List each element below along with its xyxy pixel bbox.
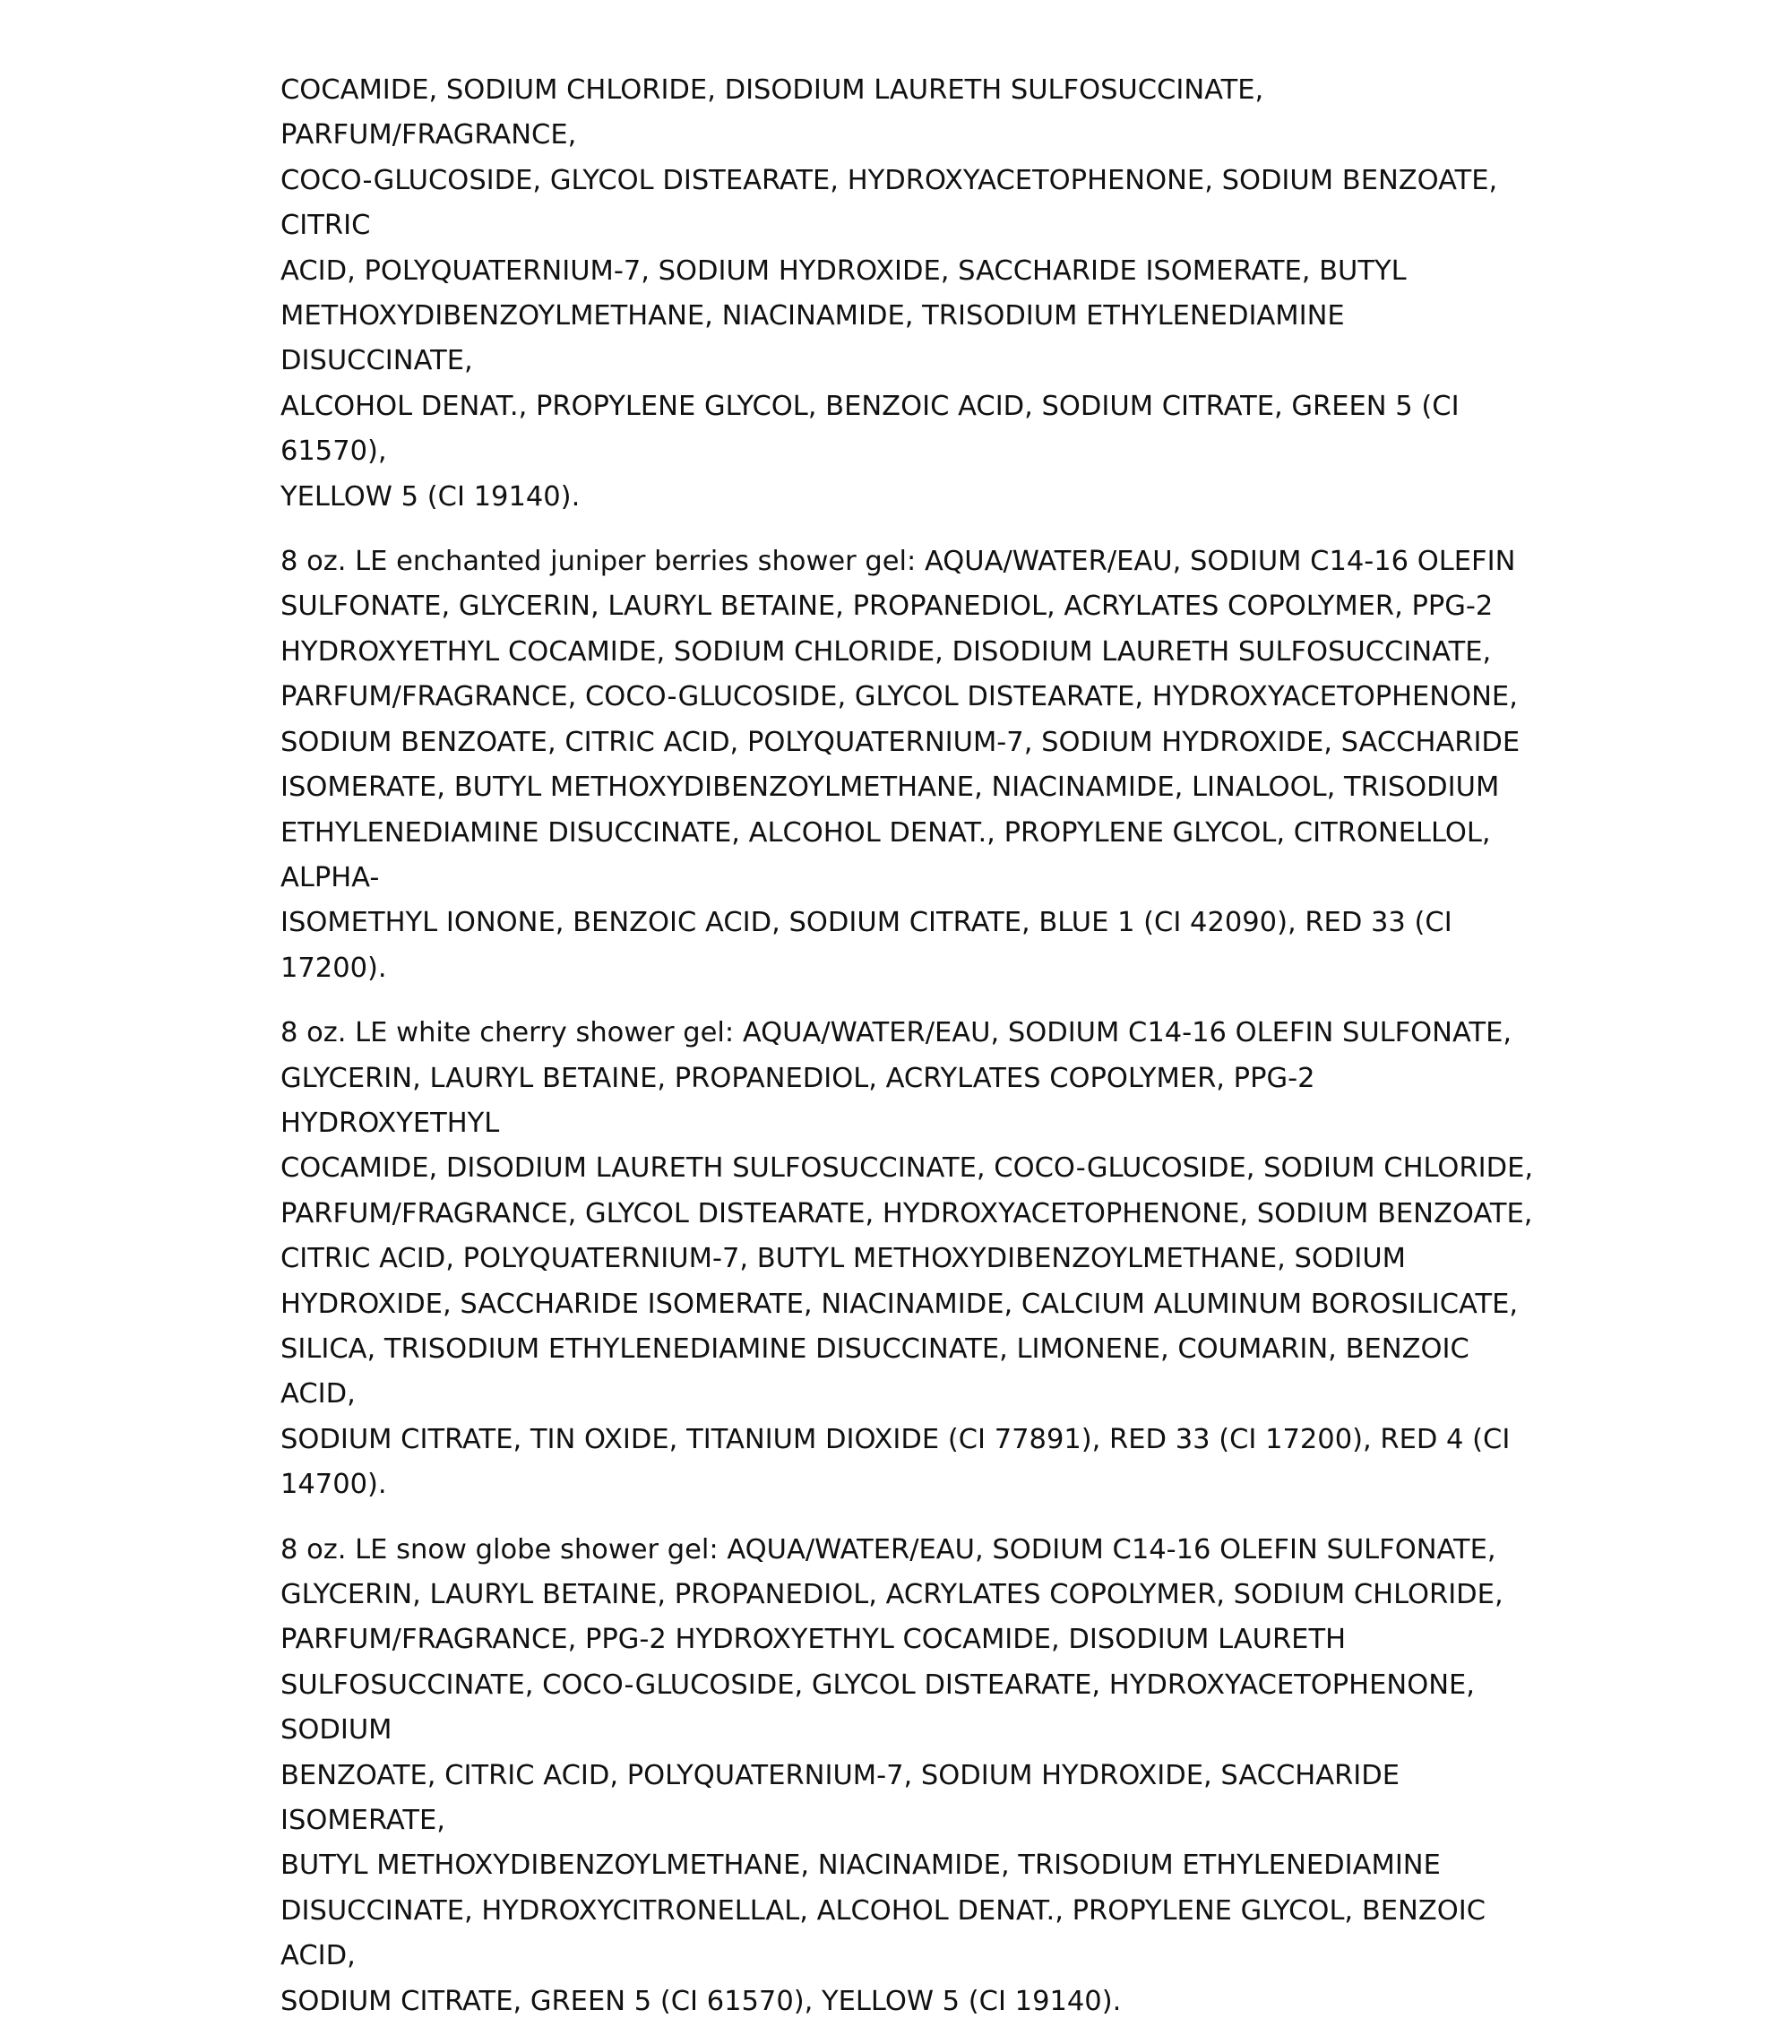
- ingredients-paragraph-snow-globe: 8 oz. LE snow globe shower gel: AQUA/WATER/EAU, SODIUM C14-16 OLEFIN SULFONATE, GLYCERIN, LAURYL BETAINE, PROPANEDIOL, ACRYLATES COPOLYMER, SODIUM CHLORIDE, PARFUM/FRAGRANCE, PPG-2 HYDROXYETHYL COCAMIDE, DISODIUM LAURETH SULFOSUCCINATE, COCO-GLUCOSIDE, GLYCOL DISTEARATE, HYDROXYACETOPHENONE, SODIUM BENZOATE, CITRIC ACID, POLYQUATERNIUM-7, SODIUM HYDROXIDE, SACCHARIDE ISOMERATE, BUTYL METHOXYDIBENZOYLMETHANE, NIACINAMIDE, TRISODIUM ETHYLENEDIAMINE DISUCCINATE, HYDROXYCITRONELLAL, ALCOHOL DENAT., PROPYLENE GLYCOL, BENZOIC ACID, SODIUM CITRATE, GREEN 5 (CI 61570), YELLOW 5 (CI 19140).: [280, 1533, 1503, 2017]
- ingredients-paragraph-white-cherry: 8 oz. LE white cherry shower gel: AQUA/WATER/EAU, SODIUM C14-16 OLEFIN SULFONATE, GLYCERIN, LAURYL BETAINE, PROPANEDIOL, ACRYLATES COPOLYMER, PPG-2 HYDROXYETHYL COCAMIDE, DISODIUM LAURETH SULFOSUCCINATE, COCO-GLUCOSIDE, SODIUM CHLORIDE, PARFUM/FRAGRANCE, GLYCOL DISTEARATE, HYDROXYACETOPHENONE, SODIUM BENZOATE, CITRIC ACID, POLYQUATERNIUM-7, BUTYL METHOXYDIBENZOYLMETHANE, SODIUM HYDROXIDE, SACCHARIDE ISOMERATE, NIACINAMIDE, CALCIUM ALUMINUM BOROSILICATE, SILICA, TRISODIUM ETHYLENEDIAMINE DISUCCINATE, LIMONENE, COUMARIN, BENZOIC ACID, SODIUM CITRATE, TIN OXIDE, TITANIUM DIOXIDE (CI 77891), RED 33 (CI 17200), RED 4 (CI 14700).: [280, 1017, 1534, 1501]
- ingredients-paragraph-continued: COCAMIDE, SODIUM CHLORIDE, DISODIUM LAURETH SULFOSUCCINATE, PARFUM/FRAGRANCE, COCO-GLUCOSIDE, GLYCOL DISTEARATE, HYDROXYACETOPHENONE, SODIUM BENZOATE, CITRIC ACID, POLYQUATERNIUM-7, SODIUM HYDROXIDE, SACCHARIDE ISOMERATE, BUTYL METHOXYDIBENZOYLMETHANE, NIACINAMIDE, TRISODIUM ETHYLENEDIAMINE DISUCCINATE, ALCOHOL DENAT., PROPYLENE GLYCOL, BENZOIC ACID, SODIUM CITRATE, GREEN 5 (CI 61570), YELLOW 5 (CI 19140).: [280, 74, 1498, 513]
- ingredients-document: [280, 68, 1535, 2044]
- ingredients-paragraph-juniper-berries: 8 oz. LE enchanted juniper berries shower gel: AQUA/WATER/EAU, SODIUM C14-16 OLEFIN SULFONATE, GLYCERIN, LAURYL BETAINE, PROPANEDIOL, ACRYLATES COPOLYMER, PPG-2 HYDROXYETHYL COCAMIDE, SODIUM CHLORIDE, DISODIUM LAURETH SULFOSUCCINATE, PARFUM/FRAGRANCE, COCO-GLUCOSIDE, GLYCOL DISTEARATE, HYDROXYACETOPHENONE, SODIUM BENZOATE, CITRIC ACID, POLYQUATERNIUM-7, SODIUM HYDROXIDE, SACCHARIDE ISOMERATE, BUTYL METHOXYDIBENZOYLMETHANE, NIACINAMIDE, LINALOOL, TRISODIUM ETHYLENEDIAMINE DISUCCINATE, ALCOHOL DENAT., PROPYLENE GLYCOL, CITRONELLOL, ALPHA- ISOMETHYL IONONE, BENZOIC ACID, SODIUM CITRATE, BLUE 1 (CI 42090), RED 33 (CI 17200).: [280, 546, 1521, 984]
